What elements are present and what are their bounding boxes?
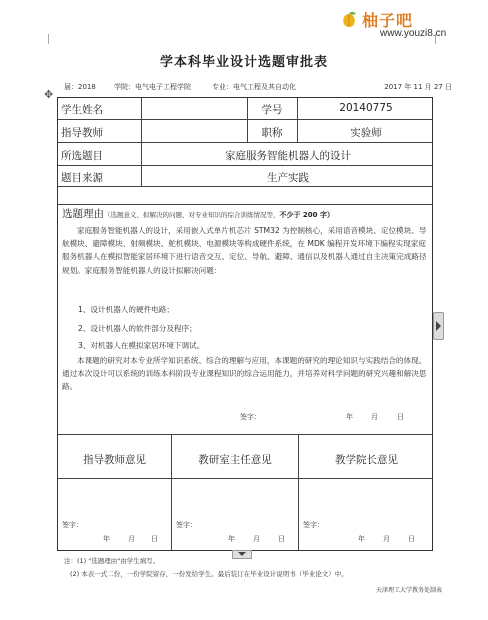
leaf-icon <box>340 12 358 32</box>
office-opinion-sign: 签字： <box>176 521 197 529</box>
approval-table <box>57 97 433 551</box>
office-opinion-day: 日 <box>278 535 285 543</box>
office-opinion-month: 月 <box>253 535 260 543</box>
reason-paragraph[interactable]: 本课题的研究对本专业所学知识系统、综合的理解与应用，本课题的研究的理论知识与实践结合的体现。通过本次设计可以系统的训练本科阶段专业课程知识的综合运用能力，并培养对科学问题的研究兴趣和解决思路。 <box>62 356 427 392</box>
reason-heading <box>62 206 334 221</box>
chevron-down-icon <box>238 552 246 556</box>
advisor-title-label: 职称 <box>261 127 283 139</box>
dean-opinion-sign: 签字： <box>303 521 324 529</box>
student-id-label: 学号 <box>261 104 283 116</box>
reason-item[interactable]: 1、设计机器人的硬件电路； <box>78 305 174 314</box>
footer-note-2: (2) 本表一式二份，一份学院留存，一份发给学生。最后装订在毕业设计说明书（毕业论文）中。 <box>70 570 348 578</box>
office-opinion-year: 年 <box>228 535 235 543</box>
advisor-opinion-month: 月 <box>128 535 135 543</box>
reason-limit: 不少于 200 字） <box>279 211 334 219</box>
reason-month: 月 <box>371 413 378 421</box>
watermark-url: www.youzi8.cn <box>380 28 447 39</box>
footer-note-1: 注：(1) "选题理由"由学生填写。 <box>64 557 160 565</box>
student-name-label: 学生姓名 <box>61 104 103 116</box>
reason-day: 日 <box>397 413 404 421</box>
side-expand-handle[interactable] <box>433 312 444 340</box>
meta-major: 专业：电气工程及其自动化 <box>212 83 296 91</box>
page-corner-mark <box>48 34 59 44</box>
student-id-value[interactable]: 20140775 <box>339 102 393 114</box>
reason-sign-label: 签字： <box>240 413 261 421</box>
chevron-right-icon <box>436 321 441 331</box>
reason-item[interactable]: 2、设计机器人的软件部分及程序； <box>78 324 197 333</box>
document-title: 学本科毕业设计选题审批表 <box>159 55 328 70</box>
watermark-logo <box>340 6 480 46</box>
reason-note: （选题意义、拟解决的问题、对专业知识的综合训练情况等， <box>104 211 280 219</box>
meta-grade: 届：2018 <box>64 83 96 91</box>
reason-paragraph[interactable]: 家庭服务智能机器人的设计，采用嵌入式单片机芯片 STM32 为控制核心，采用语音模块、定位模块、导航模块、避障模块、射频模块、舵机模块、电源模块等构成硬件系统，在 MDK 编程开发环境下编程实现家庭服务机器人在模拟智能家居环境下进行语音交互、定位、导航、避障、通信以及机器人通过自主决策完成路径规划。家庭服务智能机器人的设计拟解决问题： <box>62 226 427 275</box>
topic-label: 所选题目 <box>61 150 103 162</box>
reason-title: 选题理由 <box>62 208 104 220</box>
column-resize-handle[interactable] <box>232 550 252 559</box>
dean-opinion-year: 年 <box>358 535 365 543</box>
dean-opinion-month: 月 <box>383 535 390 543</box>
form-meta <box>64 82 452 94</box>
advisor-opinion-year: 年 <box>103 535 110 543</box>
office-opinion-heading: 教研室主任意见 <box>198 454 272 466</box>
topic-value[interactable]: 家庭服务智能机器人的设计 <box>225 150 351 162</box>
watermark-name: 柚子吧 <box>362 11 414 30</box>
meta-college: 学院：电气电子工程学院 <box>114 83 191 91</box>
advisor-title-value[interactable]: 实验师 <box>350 127 382 139</box>
advisor-opinion-sign: 签字： <box>62 521 83 529</box>
footer-issuer: 天津理工大学教务处制表 <box>375 587 442 594</box>
source-value[interactable]: 生产实践 <box>267 172 309 184</box>
reason-year: 年 <box>346 413 353 421</box>
dean-opinion-heading: 教学院长意见 <box>335 454 398 466</box>
meta-date: 2017 年 11 月 27 日 <box>384 83 452 91</box>
advisor-opinion-day: 日 <box>151 535 158 543</box>
advisor-label: 指导教师 <box>61 127 103 139</box>
source-label: 题目来源 <box>61 172 103 184</box>
advisor-opinion-heading: 指导教师意见 <box>83 454 146 466</box>
reason-item[interactable]: 3、对机器人在模拟家居环境下调试。 <box>78 341 205 350</box>
table-move-handle-icon[interactable]: ✥ <box>44 88 54 101</box>
dean-opinion-day: 日 <box>408 535 415 543</box>
